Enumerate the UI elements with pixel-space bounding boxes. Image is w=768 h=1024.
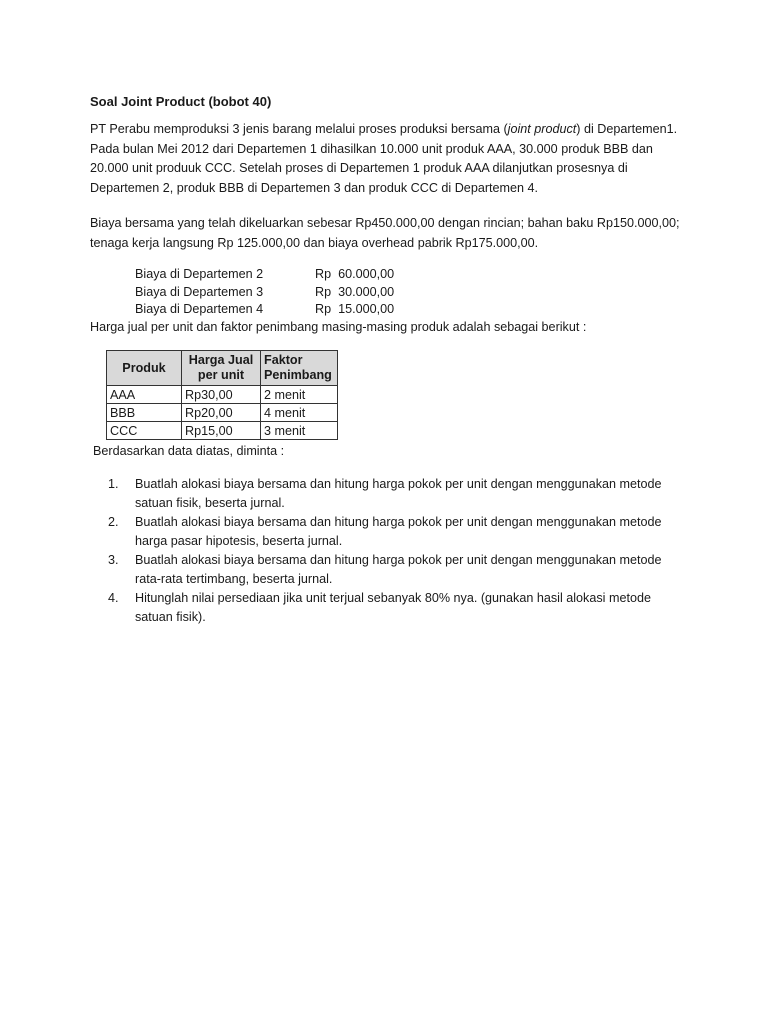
list-item [108, 475, 678, 513]
cost-row [135, 301, 415, 319]
cell-harga: Rp30,00 [182, 386, 261, 404]
cost-row [135, 266, 415, 284]
task-number: 2. [108, 515, 119, 529]
cost-value: Rp 60.000,00 [315, 267, 395, 281]
department-costs [135, 266, 415, 319]
cell-faktor: 2 menit [261, 386, 338, 404]
product-table [106, 350, 338, 440]
list-item [108, 589, 678, 627]
cell-faktor: 4 menit [261, 404, 338, 422]
header-faktor-penimbang: Faktor Penimbang [261, 351, 338, 386]
table-row [107, 422, 338, 440]
list-item [108, 513, 678, 551]
cell-produk: CCC [107, 422, 182, 440]
table-row [107, 404, 338, 422]
cost-label: Biaya di Departemen 4 [135, 302, 264, 316]
task-number: 3. [108, 553, 119, 567]
paragraph-joint-cost: Biaya bersama yang telah dikeluarkan sebesar Rp450.000,00 dengan rincian; bahan baku Rp150.000,00; tenaga kerja langsung Rp 125.000,00 dan biaya overhead pabrik Rp175.000,00. [90, 216, 680, 250]
task-intro: Berdasarkan data diatas, diminta : [93, 444, 285, 458]
cell-faktor: 3 menit [261, 422, 338, 440]
header-produk: Produk [107, 351, 182, 386]
paragraph-intro [90, 120, 690, 198]
cell-harga: Rp15,00 [182, 422, 261, 440]
document-title: Soal Joint Product (bobot 40) [90, 94, 272, 109]
task-text: Hitunglah nilai persediaan jika unit terjual sebanyak 80% nya. (gunakan hasil alokasi metode satuan fisik). [135, 591, 651, 624]
cost-label: Biaya di Departemen 3 [135, 284, 264, 299]
cost-value: Rp 15.000,00 [315, 302, 395, 316]
task-text: Buatlah alokasi biaya bersama dan hitung harga pokok per unit dengan menggunakan metode harga pasar hipotesis, beserta jurnal. [135, 515, 662, 548]
paragraph-intro-start: PT Perabu memproduksi 3 jenis barang melalui proses produksi bersama ( [90, 122, 508, 136]
table-header-row [107, 351, 338, 386]
cost-label: Biaya di Departemen 2 [135, 267, 264, 281]
task-number: 4. [108, 591, 119, 605]
cell-produk: AAA [107, 386, 182, 404]
cost-row [135, 284, 415, 302]
task-text: Buatlah alokasi biaya bersama dan hitung harga pokok per unit dengan menggunakan metode rata-rata tertimbang, beserta jurnal. [135, 553, 662, 586]
task-list [108, 475, 678, 627]
task-text: Buatlah alokasi biaya bersama dan hitung harga pokok per unit dengan menggunakan metode satuan fisik, beserta jurnal. [135, 477, 662, 510]
table-intro: Harga jual per unit dan faktor penimbang masing-masing produk adalah sebagai berikut : [90, 320, 587, 334]
task-number: 1. [108, 477, 119, 491]
table-row [107, 386, 338, 404]
joint-product-term: joint product [507, 122, 577, 136]
paragraph-intro-end: ) di Departemen1. Pada bulan Mei 2012 dari Departemen 1 dihasilkan 10.000 unit produk AAA, 30.000 produk BBB dan 20.000 unit produuk CCC. Setelah proses di Departemen 1 produk AAA dilanjutkan prosesnya di Departemen 2, produk BBB di Departemen 3 dan produk CCC di Departemen 4. [90, 122, 678, 195]
cell-produk: BBB [107, 404, 182, 422]
header-harga-jual: Harga Jual per unit [182, 351, 261, 386]
cell-harga: Rp20,00 [182, 404, 261, 422]
cost-value: Rp 30.000,00 [315, 284, 395, 299]
list-item [108, 551, 678, 589]
